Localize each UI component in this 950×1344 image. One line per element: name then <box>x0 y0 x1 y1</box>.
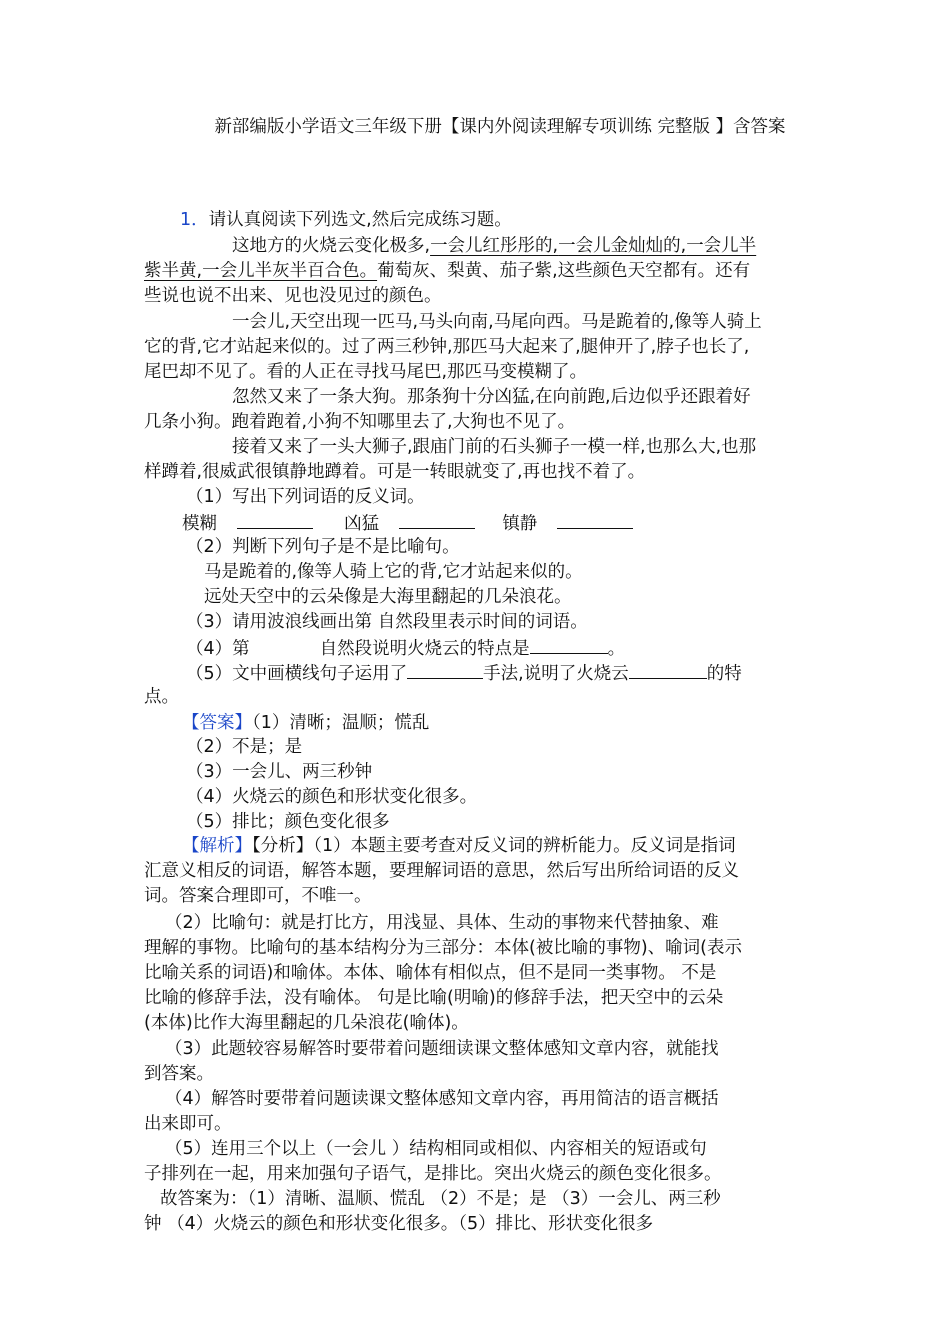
analysis-line-9: （3）此题较容易解答时要带着问题细读课文整体感知文章内容，就能找 <box>165 1039 719 1059</box>
analysis-line-12: 出来即可。 <box>144 1114 232 1134</box>
subquestion-2: （2）判断下列句子是不是比喻句。 <box>186 537 460 557</box>
antonym-word-1: 模糊 <box>182 514 217 534</box>
analysis-line-1: 【解析】【分析】（1）本题主要考查对反义词的辨析能力。反义词是指词 <box>182 836 736 856</box>
analysis-line-15: 故答案为：（1）清晰、温顺、慌乱 （2）不是；是 （3）一会儿、两三秒 <box>160 1189 721 1209</box>
question-prompt: 请认真阅读下列选文,然后完成练习题。 <box>208 210 512 230</box>
subquestion-4-blank[interactable] <box>530 635 608 654</box>
subquestion-5: （5）文中画横线句子运用了 手法,说明了火烧云 的特 <box>186 660 742 686</box>
analysis-line-8: (本体)比作大海里翻起的几朵浪花(喻体)。 <box>144 1013 469 1033</box>
analysis-line-2: 汇意义相反的词语，解答本题，要理解词语的意思，然后写出所给词语的反义 <box>144 861 739 881</box>
analysis-line-5: 理解的事物。比喻句的基本结构分为三部分：本体(被比喻的事物)、喻词(表示 <box>144 938 742 958</box>
passage-p2-line1: 一会儿,天空出现一匹马,马头向南,马尾向西。马是跪着的,像等人骑上 <box>232 312 762 332</box>
passage-p4-line2: 样蹲着,很威武很镇静地蹲着。可是一转眼就变了,再也找不着了。 <box>144 462 646 482</box>
question-header: 1．请认真阅读下列选文,然后完成练习题。 <box>180 210 512 230</box>
analysis-line-7: 比喻的修辞手法，没有喻体。 句是比喻(明喻)的修辞手法，把天空中的云朵 <box>144 988 724 1008</box>
analysis-line-4: （2）比喻句：就是打比方，用浅显、具体、生动的事物来代替抽象、难 <box>165 913 719 933</box>
passage-p2-line2: 它的背,它才站起来似的。过了两三秒钟,那匹马大起来了,腿伸开了,脖子也长了, <box>144 337 750 357</box>
question-number: 1 <box>180 210 192 230</box>
subquestion-1: （1）写出下列词语的反义词。 <box>186 487 425 507</box>
antonym-blank-2[interactable] <box>399 510 475 529</box>
antonym-blank-3[interactable] <box>557 510 633 529</box>
analysis-line-14: 子排列在一起，用来加强句子语气，是排比。突出火烧云的颜色变化很多。 <box>144 1164 722 1184</box>
passage-p3-line2: 几条小狗。跑着跑着,小狗不知哪里去了,大狗也不见了。 <box>144 412 576 432</box>
passage-p1-line1: 这地方的火烧云变化极多,一会儿红彤彤的,一会儿金灿灿的,一会儿半 <box>232 236 757 256</box>
subquestion-5-cont: 点。 <box>144 687 179 707</box>
subquestion-4: （4）第 自然段说明火烧云的特点是 。 <box>186 635 625 661</box>
answer-line-1: 【答案】（1）清晰；温顺；慌乱 <box>182 713 430 733</box>
antonym-word-2: 凶猛 <box>344 514 380 534</box>
analysis-line-16: 钟 （4）火烧云的颜色和形状变化很多。（5）排比、形状变化很多 <box>144 1214 654 1234</box>
antonym-row <box>182 510 633 536</box>
subquestion-3: （3）请用波浪线画出第 自然段里表示时间的词语。 <box>186 612 588 632</box>
passage-p1-line2: 紫半黄,一会儿半灰半百合色。葡萄灰、梨黄、茄子紫,这些颜色天空都有。还有 <box>144 261 751 281</box>
subquestion-5-blank-2[interactable] <box>629 660 707 679</box>
analysis-label: 【解析】 <box>182 836 252 856</box>
answer-line-2: （2）不是；是 <box>186 737 303 757</box>
analysis-line-6: 比喻关系的词语)和喻体。本体、喻体有相似点，但不是同一类事物。 不是 <box>144 963 717 983</box>
subquestion-2-sentence-1: 马是跪着的,像等人骑上它的背,它才站起来似的。 <box>204 562 583 582</box>
document-title: 新部编版小学语文三年级下册【课内外阅读理解专项训练 完整版 】含答案 <box>214 117 786 137</box>
answer-line-5: （5）排比；颜色变化很多 <box>186 812 390 832</box>
passage-p2-line3: 尾巴却不见了。看的人正在寻找马尾巴,那匹马变模糊了。 <box>144 362 588 382</box>
antonym-word-3: 镇静 <box>502 514 538 534</box>
analysis-line-10: 到答案。 <box>144 1064 214 1084</box>
analysis-line-11: （4）解答时要带着问题读课文整体感知文章内容，再用简洁的语言概括 <box>165 1089 719 1109</box>
passage-p4-line1: 接着又来了一头大狮子,跟庙门前的石头狮子一模一样,也那么大,也那 <box>232 437 757 457</box>
analysis-line-13: （5）连用三个以上（一会儿 ）结构相同或相似、内容相关的短语或句 <box>165 1139 707 1159</box>
subquestion-2-sentence-2: 远处天空中的云朵像是大海里翻起的几朵浪花。 <box>204 587 572 607</box>
analysis-line-3: 词。答案合理即可，不唯一。 <box>144 886 372 906</box>
subquestion-5-blank-1[interactable] <box>407 660 483 679</box>
antonym-blank-1[interactable] <box>237 510 313 529</box>
answer-line-3: （3）一会儿、两三秒钟 <box>186 762 373 782</box>
answer-line-4: （4）火烧云的颜色和形状变化很多。 <box>186 787 478 807</box>
passage-p1-line3: 些说也说不出来、见也没见过的颜色。 <box>144 286 442 306</box>
answer-label: 【答案】 <box>182 713 252 733</box>
passage-p3-line1: 忽然又来了一条大狗。那条狗十分凶猛,在向前跑,后边似乎还跟着好 <box>232 387 751 407</box>
